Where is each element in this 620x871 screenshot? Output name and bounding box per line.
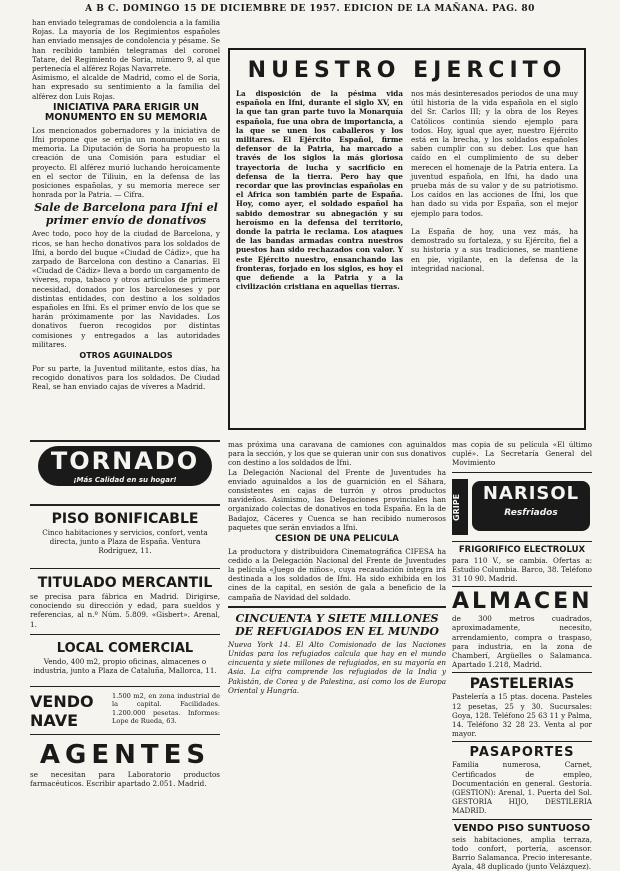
narisol-logo xyxy=(472,481,590,531)
tornado-slogan: ¡Más Calidad en su hogar! xyxy=(73,476,177,484)
titulado-mercantil-ad xyxy=(30,574,220,635)
article-text: mas copia de su película «El último cuplé». La Secretaría General del Movimiento xyxy=(452,440,592,468)
divider xyxy=(452,672,592,673)
ad-text: de 300 metros cuadrados, aproximadamente, necesito, arrendamiento, compra o traspaso, para industria, en la zona de Chamberí, Argüelles o Salamanca. Apartado 1.218, Madrid. xyxy=(452,614,592,670)
ad-title: PISO BONIFICABLE xyxy=(51,511,199,527)
pastelerias-title: PASTELERIAS xyxy=(469,676,575,693)
article-text: Nueva York 14. El Alto Comisionado de las Naciones Unidas para los refugiados calcula que hay en el mundo cincuenta y siete millones de refugiados, en su mayoría en Asia. La cifra comprende los refugiados de la India y Pakistán, de Corea y de Palestina, así como los de Europa Oriental y Hungría. xyxy=(228,639,446,695)
frigorifico-title: FRIGORIFICO ELECTROLUX xyxy=(458,544,586,555)
article-text: nos más desinteresados periodos de una muy útil historia de la vida española en el siglo del Sr. Carlos III; y la obra de los Reyes Católicos continúa siendo ejemplo para todos. Hoy, igual que ayer, nuestro Ejército está en la brecha, y los soldados españoles saben cumplir con su deber. Los que han caído en el cumplimiento de su deber merecen el homenaje de la Patria entera. La juventud española, en Ifni, ha dado una prueba más de su valor y de su patriotismo. Los caídos en las acciones de Ifni, los que han dado su vida por España, son el mejor ejemplo para todos. La España de hoy, una vez más, ha demostrado su fortaleza, y su Ejército, fiel a su historia y a sus tradiciones, se mantiene en pie, vigilante, en la defensa de la integridad nacional. xyxy=(411,89,578,273)
vendo-piso-title: VENDO PISO SUNTUOSO xyxy=(453,822,591,834)
tornado-ad xyxy=(30,440,220,506)
ad-title: LOCAL COMERCIAL xyxy=(56,641,194,656)
left-column xyxy=(32,18,220,390)
ad-title: VENDO NAVE xyxy=(30,692,94,730)
refugiados-box xyxy=(228,606,446,695)
narisol-ad xyxy=(452,472,592,542)
article-heading: CINCUENTA Y SIETE MILLONES DE REFUGIADOS EN EL MUNDO xyxy=(235,611,439,638)
article-text: Por su parte, la Juventud militante, estos días, ha recogido donativos para los soldados. De Ciudad Real, se han enviado cajas de víveres a Madrid. xyxy=(32,363,220,391)
tornado-brand: TORNADO xyxy=(50,447,200,475)
tornado-logo xyxy=(38,446,212,486)
page-header: A B C. DOMINGO 15 DE DICIEMBRE DE 1957. EDICION DE LA MAÑANA. PAG. 80 xyxy=(85,4,535,14)
narisol-brand: NARISOL xyxy=(482,482,580,504)
ad-text: se necesitan para Laboratorio productos farmacéuticos. Escribir apartado 2.051. Madrid. xyxy=(30,770,220,789)
article-text: La productora y distribuidora Cinematográfica CIFESA ha cedido a la Delegación Nacional del Frente de Juventudes la película «Juego de niños», cuya recaudación íntegra irá destinada a los soldados de Ifni. Ha sido exhibida en los cines de la capital, en sesión de gala a beneficio de la campaña de Navidad del soldado. xyxy=(228,546,446,602)
article-heading: Sale de Barcelona para Ifni el primer envío de donativos xyxy=(34,201,218,228)
divider xyxy=(452,819,592,820)
article-heading: CESION DE UNA PELICULA xyxy=(275,534,399,545)
nuestro-ejercito-title: NUESTRO EJERCITO xyxy=(247,58,567,83)
pasaportes-title: PASAPORTES xyxy=(469,745,575,761)
ad-text: para 110 V., se cambia. Ofertas a: Estudio Columbia. Barco, 38. Teléfono 31 10 90. Madrid. xyxy=(452,555,592,584)
article-heading: INICIATIVA PARA ERIGIR UN MONUMENTO EN SU MEMORIA xyxy=(44,101,208,124)
center-column xyxy=(228,440,446,830)
narisol-sub: Resfriados xyxy=(504,507,558,518)
ad-text: Familia numerosa, Carnet, Certificados de empleo, Documentación en general. Gestoría. (GESTION): Arenal, 1. Puerta del Sol. GESTORIA HIJO, DESTILERIA MADRID. xyxy=(452,760,592,816)
article-text: La Delegación Nacional del Frente de Juventudes ha enviado aguinaldos a los de guarnición en el Sáhara, consistentes en cajas de turrón y otros productos navideños. Asimismo, las Delegaciones provinciales han organizado colectas de donativos en toda España. En la de Badajoz, Cáceres y Cuenca se han recibido numerosos paquetes que serán enviados a Ifni. xyxy=(228,467,446,532)
ad-text: Vendo, 400 m2, propio oficinas, almacenes o industria, junto a Plaza de Cataluña, Mallorca, 11. xyxy=(33,657,217,676)
article-text: Los mencionados gobernadores y la iniciativa de Ifni propone que se erija un monumento en su memoria. La Diputación de Soria ha propuesto la creación de una Comisión para estudiar el proyecto. El alférez murió luchando heroicamente en el sector de Tiliuin, en la defensa de las posiciones españolas, y su memoria merece ser honrada por la Patria. — Cifra. xyxy=(32,125,220,200)
ad-text: se precisa para fábrica en Madrid. Dirigirse, conociendo su dirección y edad, para sueldos y referencias, al n.º Núm. 5.809. «Gisbert». Arenal, 1. xyxy=(30,592,220,629)
ad-title: AGENTES xyxy=(39,740,211,770)
local-comercial-ad xyxy=(30,640,220,687)
article-text: han enviado telegramas de condolencia a la familia Rojas. La mayoría de los Regimientos españoles han enviado mensajes de condolencia y pésame. Se han recibido también telegramas del coronel Tatare, del Regimiento de Soria, número 9, al que pertenecía el alférez Rojas Navarrete. xyxy=(32,18,220,74)
ad-text: 1.500 m2, en zona industrial de la capital. Facilidades. 1.200.000 pesetas. Informes: Lope de Rueda, 63. xyxy=(112,692,220,726)
nuestro-ejercito-box xyxy=(228,48,586,430)
article-text: Asimismo, el alcalde de Madrid, como el de Soria, han expresado su sentimiento a la familia del alférez don Luis Rojas. xyxy=(32,73,220,101)
almacen-title: ALMACEN xyxy=(452,589,593,615)
ad-text: Cinco habitaciones y servicios, confort, venta directa, junto a Plaza de España. Ventura Rodríguez, 11. xyxy=(42,528,208,556)
ad-text: seis habitaciones, amplia terraza, todo confort, portería, ascensor. Barrio Salamanca. Precio interesante. Ayala, 48 duplicado (junto Velázquez). xyxy=(452,834,592,871)
article-text: La disposición de la pésima vida española en Ifni, durante el siglo XV, en la que tan gran parte tuvo la Monarquía española, fue una obra de importancia, a la que se unen los caballeros y los militares. El Ejército Español, firme defensor de la Patria, ha marcado a través de los siglos la más gloriosa trayectoria de lucha y sacrificio en defensa de la tierra. Pero hay que recordar que las provincias españolas en el Africa son también parte de España. Hoy, como ayer, el soldado español ha sabido demostrar su abnegación y su heroísmo en la defensa del territorio, donde la patria le reclama. Los ataques de las bandas armadas contra nuestros puestos han sido rechazados con valor. Y este Ejército nuestro, ensanchando las fronteras, forjado en los siglos, es hoy el que defiende a la Patria y a la civilización cristiana en aquellas tierras. xyxy=(236,89,403,292)
ad-text: Pastelería a 15 ptas. docena. Pasteles 12 pesetas, 25 y 30. Sucursales: Goya, 128. Teléfono 25 63 11 y Palma, 14. Teléfono 32 28 23. Venta al por mayor. xyxy=(452,692,592,739)
agentes-ad xyxy=(30,740,220,810)
vendo-nave-ad xyxy=(30,692,220,735)
article-text: Avec todo, poco hoy de la ciudad de Barcelona, y ricos, se han hecho donativos para los soldados de Ifni, a bordo del buque «Ciudad de Cádiz», que ha zarpado de Barcelona con destino a Canarias. El «Ciudad de Cádiz» lleva a bordo un cargamento de víveres, ropa, tabaco y otros artículos de primera necesidad, donados por los barceloneses y por distintas entidades, con destino a los soldados españoles en Ifni. Es el primer envío de los que se harán próximamente por las Navidades. Los donativos fueron recogidos por distintas comisiones y entregados a las autoridades militares. xyxy=(32,229,220,349)
piso-bonificable-ad xyxy=(30,510,220,569)
article-text: mas próxima una caravana de camiones con aguinaldos para la sección, y los que se quieran unir con sus donativos con destino a los soldados de Ifni. xyxy=(228,440,446,468)
divider xyxy=(452,586,592,587)
divider xyxy=(452,741,592,742)
ad-title: TITULADO MERCANTIL xyxy=(37,575,213,591)
article-heading: OTROS AGUINALDOS xyxy=(79,351,173,361)
gripe-label: GRIPE xyxy=(452,479,468,535)
right-column xyxy=(452,440,593,871)
